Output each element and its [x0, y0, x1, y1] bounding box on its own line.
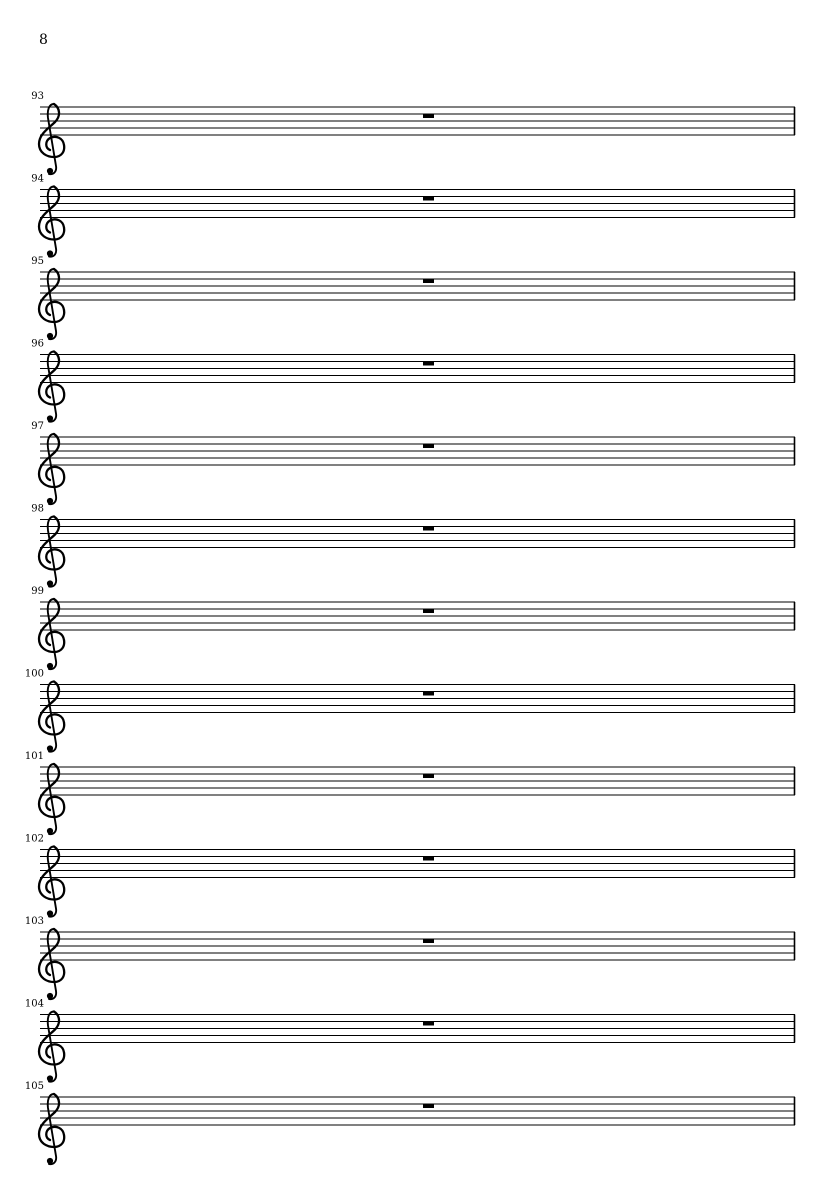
staff-system: [31, 504, 795, 587]
treble-clef-icon: [39, 1012, 64, 1082]
treble-clef-icon: [39, 847, 64, 917]
measure-number: 98: [31, 503, 44, 515]
staff-system: [31, 91, 795, 174]
treble-clef-icon: [39, 517, 64, 587]
whole-rest: [423, 1022, 434, 1026]
staff-system: [31, 421, 795, 504]
treble-clef-icon: [39, 599, 64, 669]
whole-rest: [423, 939, 434, 943]
treble-clef-icon: [39, 269, 64, 339]
measure-number: 96: [31, 338, 44, 350]
whole-rest: [423, 857, 434, 861]
measure-number: 103: [24, 916, 44, 927]
treble-clef-icon: [39, 104, 64, 174]
treble-clef-icon: [39, 764, 64, 834]
whole-rest: [423, 527, 434, 531]
measure-number: 97: [31, 421, 44, 432]
whole-rest: [423, 609, 434, 613]
treble-clef-icon: [39, 1094, 64, 1164]
treble-clef-icon: [39, 434, 64, 504]
whole-rest: [423, 114, 434, 118]
whole-rest: [423, 692, 434, 696]
staff-system: [31, 586, 795, 669]
measure-number: 94: [31, 173, 44, 185]
whole-rest: [423, 774, 434, 778]
staff-system: [25, 1081, 795, 1164]
staff-system: [25, 916, 795, 999]
measure-number: 102: [24, 833, 44, 845]
staff-system: [25, 834, 795, 917]
measure-number: 105: [24, 1081, 44, 1092]
staff-system: [31, 256, 795, 339]
treble-clef-icon: [39, 352, 64, 422]
measure-number: 95: [31, 256, 44, 267]
measure-number: 99: [31, 586, 44, 597]
whole-rest: [423, 279, 434, 283]
measure-number: 104: [24, 998, 44, 1010]
whole-rest: [423, 197, 434, 201]
whole-rest: [423, 362, 434, 366]
staff-system: [25, 669, 795, 752]
page-number: 8: [39, 32, 48, 48]
staff-system: [31, 174, 795, 257]
whole-rest: [423, 444, 434, 448]
measure-number: 100: [24, 668, 44, 680]
staff-system: [25, 999, 795, 1082]
measure-number: 101: [24, 751, 44, 762]
treble-clef-icon: [39, 929, 64, 999]
measure-number: 93: [31, 91, 44, 102]
staff-system: [25, 751, 795, 834]
whole-rest: [423, 1104, 434, 1108]
treble-clef-icon: [39, 187, 64, 257]
staff-system: [31, 339, 795, 422]
treble-clef-icon: [39, 682, 64, 752]
